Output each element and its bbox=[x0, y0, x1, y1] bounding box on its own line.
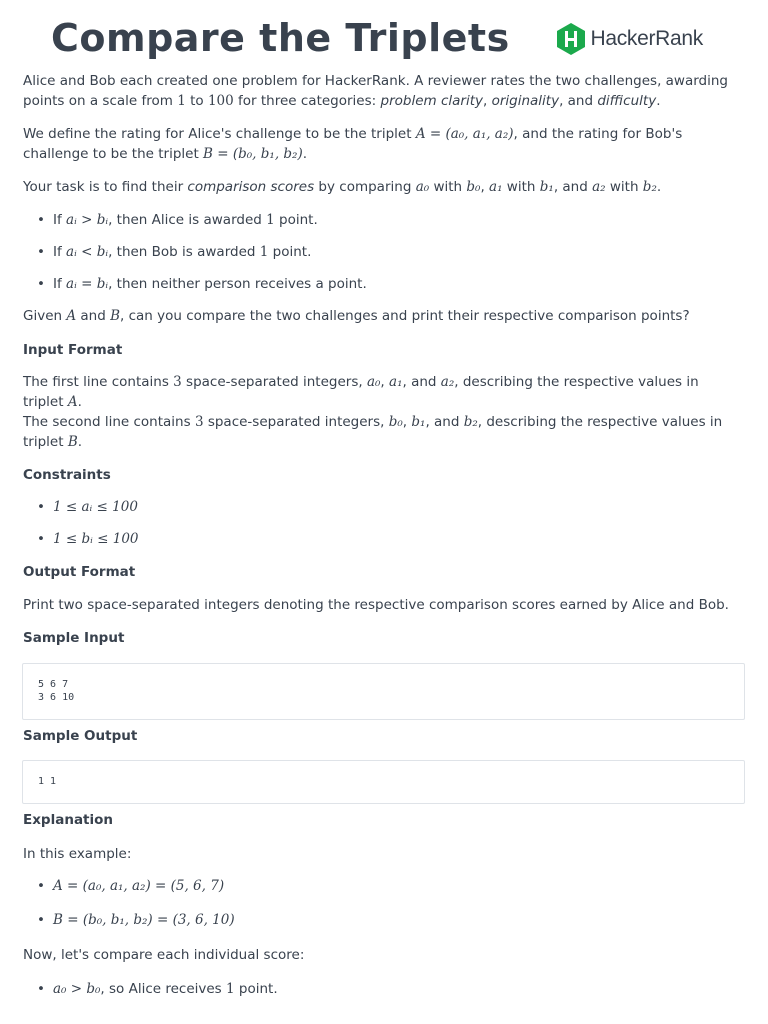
list-item: • If aᵢ = bᵢ, then neither person receives a point. bbox=[23, 274, 740, 306]
list-item: • 1 ≤ aᵢ ≤ 100 bbox=[23, 497, 740, 529]
comparison-list bbox=[23, 979, 740, 999]
list-item: • B = (b₀, b₁, b₂) = (3, 6, 10) bbox=[23, 910, 740, 944]
list-item: • A = (a₀, a₁, a₂) = (5, 6, 7) bbox=[23, 876, 740, 910]
brand-name: HackerRank bbox=[590, 27, 703, 50]
explanation-heading: Explanation bbox=[23, 812, 114, 828]
given-paragraph: Given A and B, can you compare the two challenges and print their respective comparison points? bbox=[23, 308, 690, 324]
page-title: Compare the Triplets bbox=[51, 16, 510, 60]
definition-paragraph: We define the rating for Alice's challenge to be the triplet A = (a₀, a₁, a₂), and the rating for Bob's challenge to be the triplet B = (b₀, b₁, b₂). bbox=[23, 126, 683, 162]
compare-text: Now, let's compare each individual score: bbox=[23, 947, 305, 963]
list-item: • a₀ > b₀, so Alice receives 1 point. bbox=[23, 979, 740, 999]
hackerrank-hex-icon bbox=[555, 22, 587, 56]
input-format-text: The first line contains 3 space-separated integers, a₀, a₁, and a₂, describing the respective values in triplet A. The second line contains 3 space-separated integers, b₀, b₁, and b₂, describing the respective values in triplet B. bbox=[23, 374, 723, 450]
rules-list bbox=[23, 210, 740, 306]
constraints-heading: Constraints bbox=[23, 467, 111, 483]
task-paragraph: Your task is to find their comparison scores by comparing a₀ with b₀, a₁ with b₁, and a₂ with b₂. bbox=[23, 179, 662, 195]
list-item: • If aᵢ > bᵢ, then Alice is awarded 1 point. bbox=[23, 210, 740, 242]
output-format-heading: Output Format bbox=[23, 564, 136, 580]
output-format-text: Print two space-separated integers denoting the respective comparison scores earned by Alice and Bob. bbox=[23, 597, 729, 613]
constraints-list bbox=[23, 497, 740, 561]
sample-input-heading: Sample Input bbox=[23, 630, 125, 646]
list-item: • 1 ≤ bᵢ ≤ 100 bbox=[23, 529, 740, 561]
list-item: • If aᵢ < bᵢ, then Bob is awarded 1 point. bbox=[23, 242, 740, 274]
page-header bbox=[23, 0, 745, 70]
input-format-heading: Input Format bbox=[23, 342, 123, 358]
sample-output-heading: Sample Output bbox=[23, 728, 138, 744]
sample-input-code[interactable]: 5 6 7 3 6 10 bbox=[22, 663, 745, 720]
sample-output-code[interactable]: 1 1 bbox=[22, 760, 745, 804]
explanation-intro: In this example: bbox=[23, 846, 132, 862]
explanation-list bbox=[23, 876, 740, 944]
hackerrank-logo[interactable] bbox=[555, 22, 703, 56]
intro-paragraph: Alice and Bob each created one problem for HackerRank. A reviewer rates the two challenges, awarding points on a scale from 1 to 100 for three categories: problem clarity, originality, and difficulty. bbox=[23, 73, 729, 109]
